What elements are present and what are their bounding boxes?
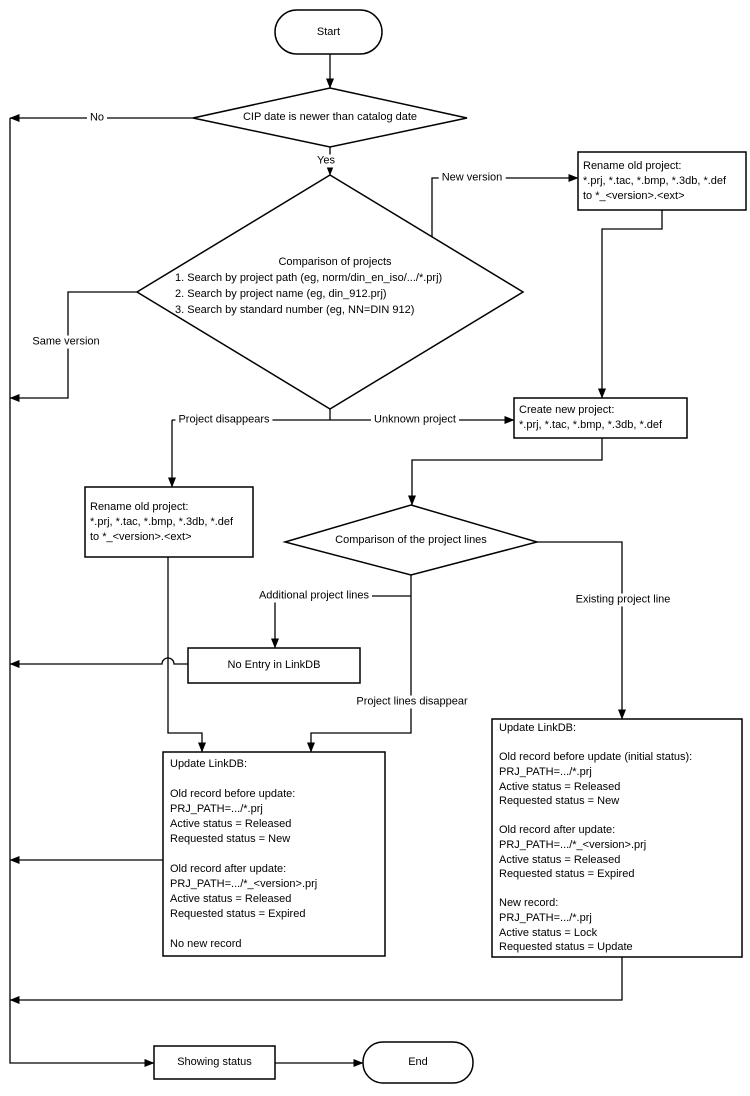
decision-comparison-projects-text [145,254,525,318]
edge-new-version [432,178,578,237]
text-line [499,809,739,824]
edge-label-same-version: Same version [29,336,102,349]
decision-comparison-search-list [145,270,525,318]
text-line: No new record [170,937,242,950]
text-line: to *_<version>.<ext> [583,189,685,202]
text-line: PRJ_PATH=.../*.prj [499,766,592,779]
edge-left-trunk-to-showing [10,118,154,1063]
text-line [170,772,382,787]
edge-create-to-lines-decision [412,438,602,505]
text-line [499,882,739,897]
edge-additional-project-lines [275,596,411,648]
text-line: Active status = Released [170,817,292,830]
edge-label-existing-project-line: Existing project line [573,594,674,607]
edge-label-new-version: New version [439,172,506,185]
text-line: to *_<version>.<ext> [90,530,192,543]
update-linkdb-right-text [499,721,739,955]
text-line: Active status = Lock [499,926,598,939]
no-entry-linkdb-label: No Entry in LinkDB [227,659,321,671]
text-line [170,847,382,862]
text-line: Requested status = Expired [499,868,635,881]
edge-no-entry-to-trunk [10,658,188,664]
text-line: Rename old project: [90,500,189,513]
text-line: Requested status = New [170,832,291,845]
edge-label-no: No [87,112,107,125]
start-label: Start [316,25,341,38]
text-line: Old record after update: [499,824,616,837]
edge-label-additional-project-lines: Additional project lines [256,590,372,603]
edge-label-yes: Yes [314,155,338,168]
text-line: New record: [499,897,559,910]
text-line: *.prj, *.tac, *.bmp, *.3db, *.def [519,419,663,431]
text-line: PRJ_PATH=.../*.prj [499,911,592,924]
text-line: Rename old project: [583,159,682,172]
edge-update-right-to-trunk [10,957,622,1000]
decision-project-lines-label: Comparison of the project lines [335,533,487,546]
text-line: Requested status = New [499,795,620,808]
text-line: 2. Search by project name (eg, din_912.prj) [175,288,387,300]
rename-old-project-top-text [583,152,743,210]
text-line: *.prj, *.tac, *.bmp, *.3db, *.def [90,515,234,528]
text-line: Update LinkDB: [170,757,248,770]
edge-label-project-disappears: Project disappears [175,414,272,427]
text-line: PRJ_PATH=.../*_<version>.prj [170,877,318,890]
end-label: End [408,1056,428,1068]
edge-rename-top-to-create [602,210,662,398]
text-line: PRJ_PATH=.../*.prj [170,802,263,815]
text-line [170,922,382,937]
text-line: Requested status = Expired [170,907,306,920]
text-line: Active status = Released [499,780,621,793]
text-line: Old record before update: [170,787,296,800]
text-line: Create new project: [519,404,615,416]
create-new-project-text [519,398,684,438]
decision-comparison-title: Comparison of projects [278,256,392,268]
text-line: Update LinkDB: [499,722,577,735]
text-line: Active status = Released [499,853,621,866]
text-line: *.prj, *.tac, *.bmp, *.3db, *.def [583,174,727,187]
text-line: Old record before update (initial status): [499,751,693,764]
text-line [499,736,739,751]
rename-old-project-left-text [90,487,250,557]
showing-status-label: Showing status [177,1056,252,1068]
update-linkdb-left-text [170,755,382,953]
edge-existing-project-line [537,542,622,719]
text-line: 3. Search by standard number (eg, NN=DIN 912) [175,304,415,316]
text-line: 1. Search by project path (eg, norm/din_en_iso/.../*.prj) [175,272,443,284]
text-line: Old record after update: [170,862,287,875]
text-line: PRJ_PATH=.../*_<version>.prj [499,839,647,851]
text-line: Requested status = Update [499,941,633,954]
edge-label-unknown-project: Unknown project [371,414,459,427]
text-line: Active status = Released [170,892,292,905]
decision-cip-date-label: CIP date is newer than catalog date [242,111,418,123]
edge-label-project-lines-disappear: Project lines disappear [353,696,470,709]
